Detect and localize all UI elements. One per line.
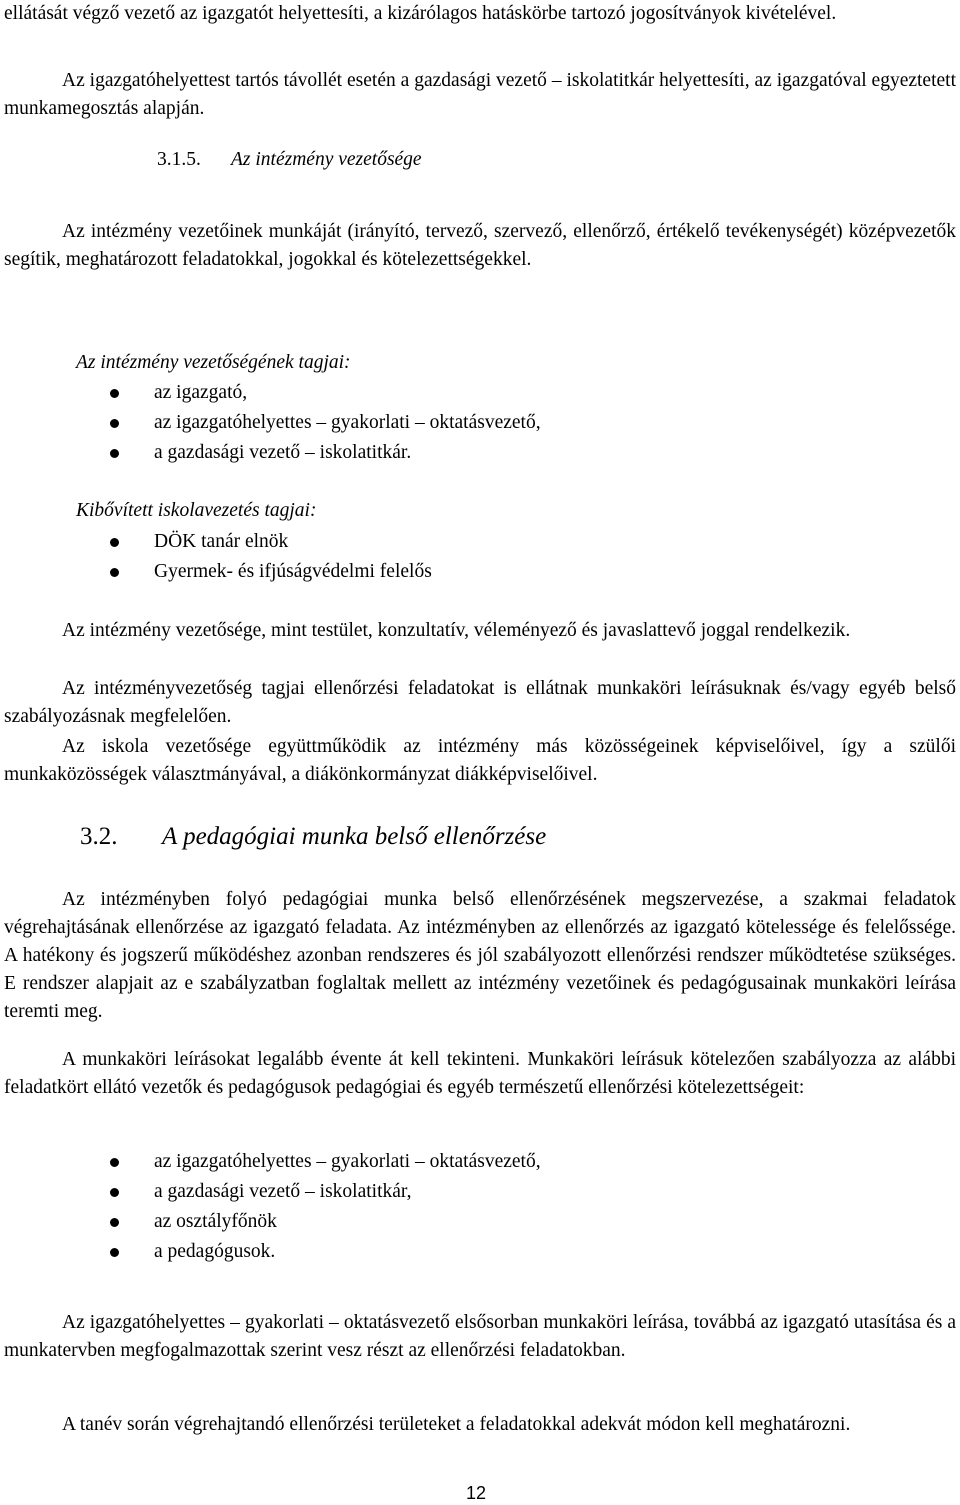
list-item: a gazdasági vezető – iskolatitkár. — [4, 438, 541, 468]
paragraph-leaders: Az intézmény vezetőinek munkáját (irányító, tervező, szervező, ellenőrző, értékelő tevékenységét) középvezetők segítik, meghatározott feladatokkal, jogokkal és kötelezettségekkel. — [4, 221, 956, 270]
bullet-icon — [110, 538, 119, 547]
section-3-1-5-number — [157, 146, 201, 174]
list-item: a pedagógusok. — [4, 1237, 541, 1267]
bullet-icon — [110, 1248, 119, 1257]
paragraph-control-2: A munkaköri leírásokat legalább évente át kell tekinteni. Munkaköri leírásuk kötelezően szabályozza az alábbi feladatkört ellátó vezetők és pedagógusok pedagógiai és egyéb természetű ellenőrzési kötelezettségeit: — [4, 1049, 956, 1098]
extended-list — [4, 527, 432, 587]
control-list — [4, 1147, 541, 1267]
paragraph-body-1: Az intézmény vezetősége, mint testület, konzultatív, véleményező és javaslattevő joggal rendelkezik. — [62, 620, 851, 641]
members-label: Az intézmény vezetőségének tagjai: — [76, 352, 351, 373]
section-number: 3.1.5. — [157, 149, 201, 170]
section-3-2-number: 3.2. — [80, 823, 118, 850]
paragraph-body-2: Az intézményvezetőség tagjai ellenőrzési feladatokat is ellátnak munkaköri leírásuknak és/vagy egyéb belső szabályozásnak megfelelően. — [4, 678, 956, 727]
paragraph-control-3: Az igazgatóhelyettes – gyakorlati – oktatásvezető elsősorban munkaköri leírása, továbbá az igazgató utasítása és a munkatervben megfogalmazottak szerint vesz részt az ellenőrzési feladatokban. — [4, 1312, 956, 1361]
bullet-icon — [110, 1158, 119, 1167]
paragraph-control-1: Az intézményben folyó pedagógiai munka belső ellenőrzésének megszervezése, a szakmai feladatok végrehajtásának ellenőrzése az igazgató feladata. Az intézményben az ellenőrzés az igazgató kötelessége és felelőssége. A hatékony és jogszerű működéshez azonban rendszeres és jól szabályozott ellenőrzési rendszer működtetése szükséges. E rendszer alapjait az e szabályzatban foglaltak mellett az intézmény vezetőinek és pedagógusainak munkaköri leírása teremti meg. — [4, 889, 956, 1022]
paragraph-deputy-substitution: Az igazgatóhelyettest tartós távollét esetén a gazdasági vezető – iskolatitkár helyettesíti, az igazgatóval egyeztetett munkamegosztás alapján. — [4, 70, 956, 119]
section-3-1-5-title: Az intézmény vezetősége — [231, 149, 422, 170]
page-number: 12 — [466, 1483, 487, 1503]
bullet-icon — [110, 1218, 119, 1227]
bullet-icon — [110, 1188, 119, 1197]
bullet-icon — [110, 389, 119, 398]
list-item: a gazdasági vezető – iskolatitkár, — [4, 1177, 541, 1207]
list-item: az igazgatóhelyettes – gyakorlati – oktatásvezető, — [4, 1147, 541, 1177]
extended-label: Kibővített iskolavezetés tagjai: — [76, 500, 317, 521]
bullet-icon — [110, 568, 119, 577]
paragraph-control-4: A tanév során végrehajtandó ellenőrzési területeket a feladatokkal adekvát módon kell meghatározni. — [62, 1414, 851, 1435]
list-item: DÖK tanár elnök — [4, 527, 432, 557]
paragraph-continuation: ellátását végző vezető az igazgatót helyettesíti, a kizárólagos hatáskörbe tartozó jogosítványok kivételével. — [4, 3, 837, 24]
bullet-icon — [110, 449, 119, 458]
paragraph-body-3: Az iskola vezetősége együttműködik az intézmény más közösségeinek képviselőivel, így a szülői munkaközösségek választmányával, a diákönkormányzat diákképviselőivel. — [4, 736, 956, 785]
list-item: az igazgatóhelyettes – gyakorlati – oktatásvezető, — [4, 408, 541, 438]
list-item: az igazgató, — [4, 378, 541, 408]
list-item: az osztályfőnök — [4, 1207, 541, 1237]
members-list — [4, 378, 541, 468]
list-item: Gyermek- és ifjúságvédelmi felelős — [4, 557, 432, 587]
section-3-2-title: A pedagógiai munka belső ellenőrzése — [162, 823, 547, 850]
bullet-icon — [110, 419, 119, 428]
